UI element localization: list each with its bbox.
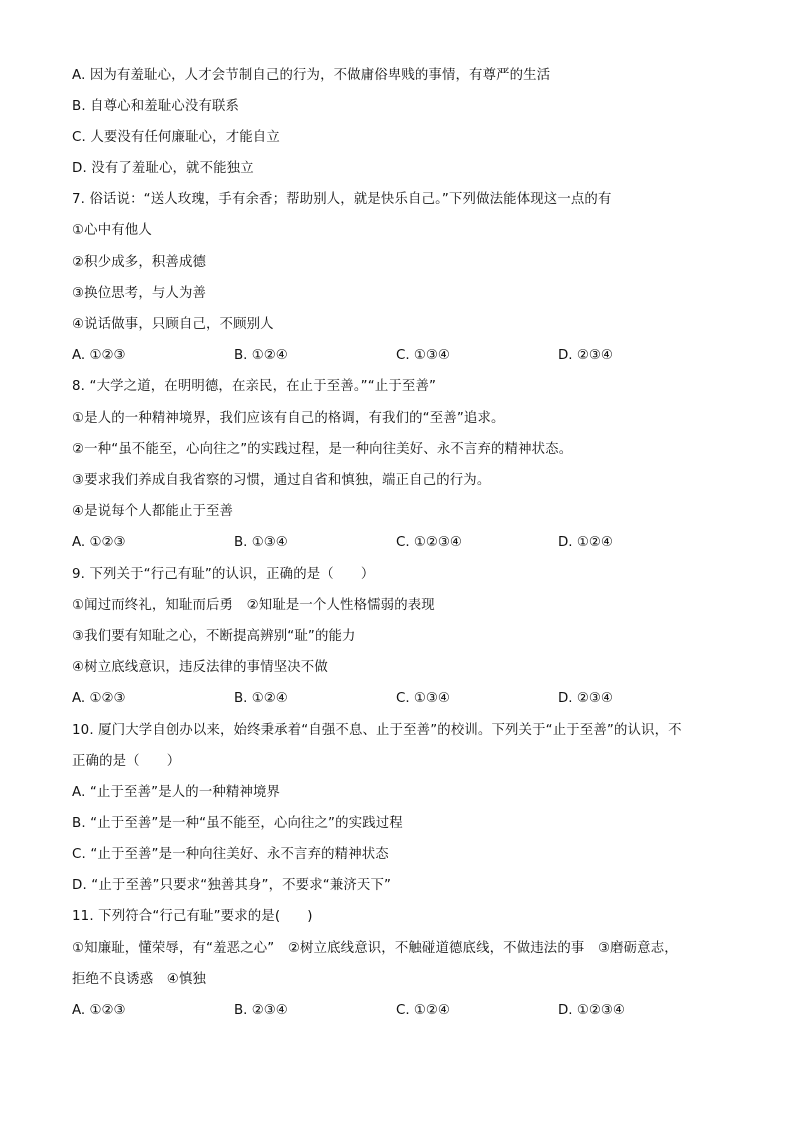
q11-items-continued: 拒绝不良诱惑 ④慎独 <box>72 972 207 987</box>
q7-item: ④说话做事，只顾自己，不顾别人 <box>72 317 274 332</box>
q10-option-c: C. “止于至善”是一种向往美好、永不言弃的精神状态 <box>72 847 389 862</box>
q8-choice-c: C. ①②③④ <box>396 535 462 550</box>
q7-choice-b: B. ①②④ <box>234 348 288 363</box>
q6-option-b: B. 自尊心和羞耻心没有联系 <box>72 99 240 114</box>
q7-choices <box>72 347 732 365</box>
q6-option-a: A. 因为有羞耻心，人才会节制自己的行为，不做庸俗卑贱的事情，有尊严的生活 <box>72 68 551 83</box>
q10-option-b: B. “止于至善”是一种“虽不能至，心向往之”的实践过程 <box>72 816 403 831</box>
q9-choice-c: C. ①③④ <box>396 691 450 706</box>
q8-stem: 8. “大学之道，在明明德，在亲民，在止于至善。”“止于至善” <box>72 379 437 394</box>
q11-items: ①知廉耻，懂荣辱，有“羞恶之心” ②树立底线意识，不触碰道德底线，不做违法的事 ③磨砺意志， <box>72 941 678 956</box>
q9-item: ③我们要有知耻之心，不断提高辨别“耻”的能力 <box>72 629 356 644</box>
q9-item: ④树立底线意识，违反法律的事情坚决不做 <box>72 660 328 675</box>
q11-choice-a: A. ①②③ <box>72 1003 126 1018</box>
q11-choices <box>72 1002 732 1020</box>
q9-choice-d: D. ②③④ <box>558 691 613 706</box>
q8-choice-b: B. ①③④ <box>234 535 288 550</box>
q11-choice-b: B. ②③④ <box>234 1003 288 1018</box>
q8-choices <box>72 534 732 552</box>
q9-choice-b: B. ①②④ <box>234 691 288 706</box>
q7-choice-c: C. ①③④ <box>396 348 450 363</box>
q11-choice-c: C. ①②④ <box>396 1003 450 1018</box>
q7-item: ②积少成多，积善成德 <box>72 255 207 270</box>
q9-stem: 9. 下列关于“行己有耻”的认识，正确的是（ ） <box>72 567 375 582</box>
q10-stem-continued: 正确的是（ ） <box>72 754 181 769</box>
q9-choice-a: A. ①②③ <box>72 691 126 706</box>
q8-item: ①是人的一种精神境界，我们应该有自己的格调，有我们的“至善”追求。 <box>72 411 505 426</box>
q8-item: ②一种“虽不能至，心向往之”的实践过程，是一种向往美好、永不言弃的精神状态。 <box>72 442 573 457</box>
q7-item: ①心中有他人 <box>72 223 152 238</box>
q7-stem: 7. 俗话说：“送人玫瑰，手有余香；帮助别人，就是快乐自己。”下列做法能体现这一点的有 <box>72 192 612 207</box>
q9-item: ①闻过而终礼，知耻而后勇 ②知耻是一个人性格懦弱的表现 <box>72 598 435 613</box>
q6-option-c: C. 人要没有任何廉耻心，才能自立 <box>72 130 280 145</box>
q11-stem: 11. 下列符合“行己有耻”要求的是( ) <box>72 909 313 924</box>
q8-item: ③要求我们养成自我省察的习惯，通过自省和慎独，端正自己的行为。 <box>72 473 491 488</box>
q11-choice-d: D. ①②③④ <box>558 1003 625 1018</box>
q8-choice-d: D. ①②④ <box>558 535 613 550</box>
q6-option-d: D. 没有了羞耻心，就不能独立 <box>72 161 254 176</box>
q8-item: ④是说每个人都能止于至善 <box>72 504 234 519</box>
q7-item: ③换位思考，与人为善 <box>72 286 207 301</box>
q10-stem: 10. 厦门大学自创办以来，始终秉承着“自强不息、止于至善”的校训。下列关于“止于至善”的认识，不 <box>72 723 682 738</box>
q10-option-a: A. “止于至善”是人的一种精神境界 <box>72 785 281 800</box>
q7-choice-d: D. ②③④ <box>558 348 613 363</box>
q9-choices <box>72 690 732 708</box>
q7-choice-a: A. ①②③ <box>72 348 126 363</box>
q8-choice-a: A. ①②③ <box>72 535 126 550</box>
q10-option-d: D. “止于至善”只要求“独善其身”，不要求“兼济天下” <box>72 878 392 893</box>
